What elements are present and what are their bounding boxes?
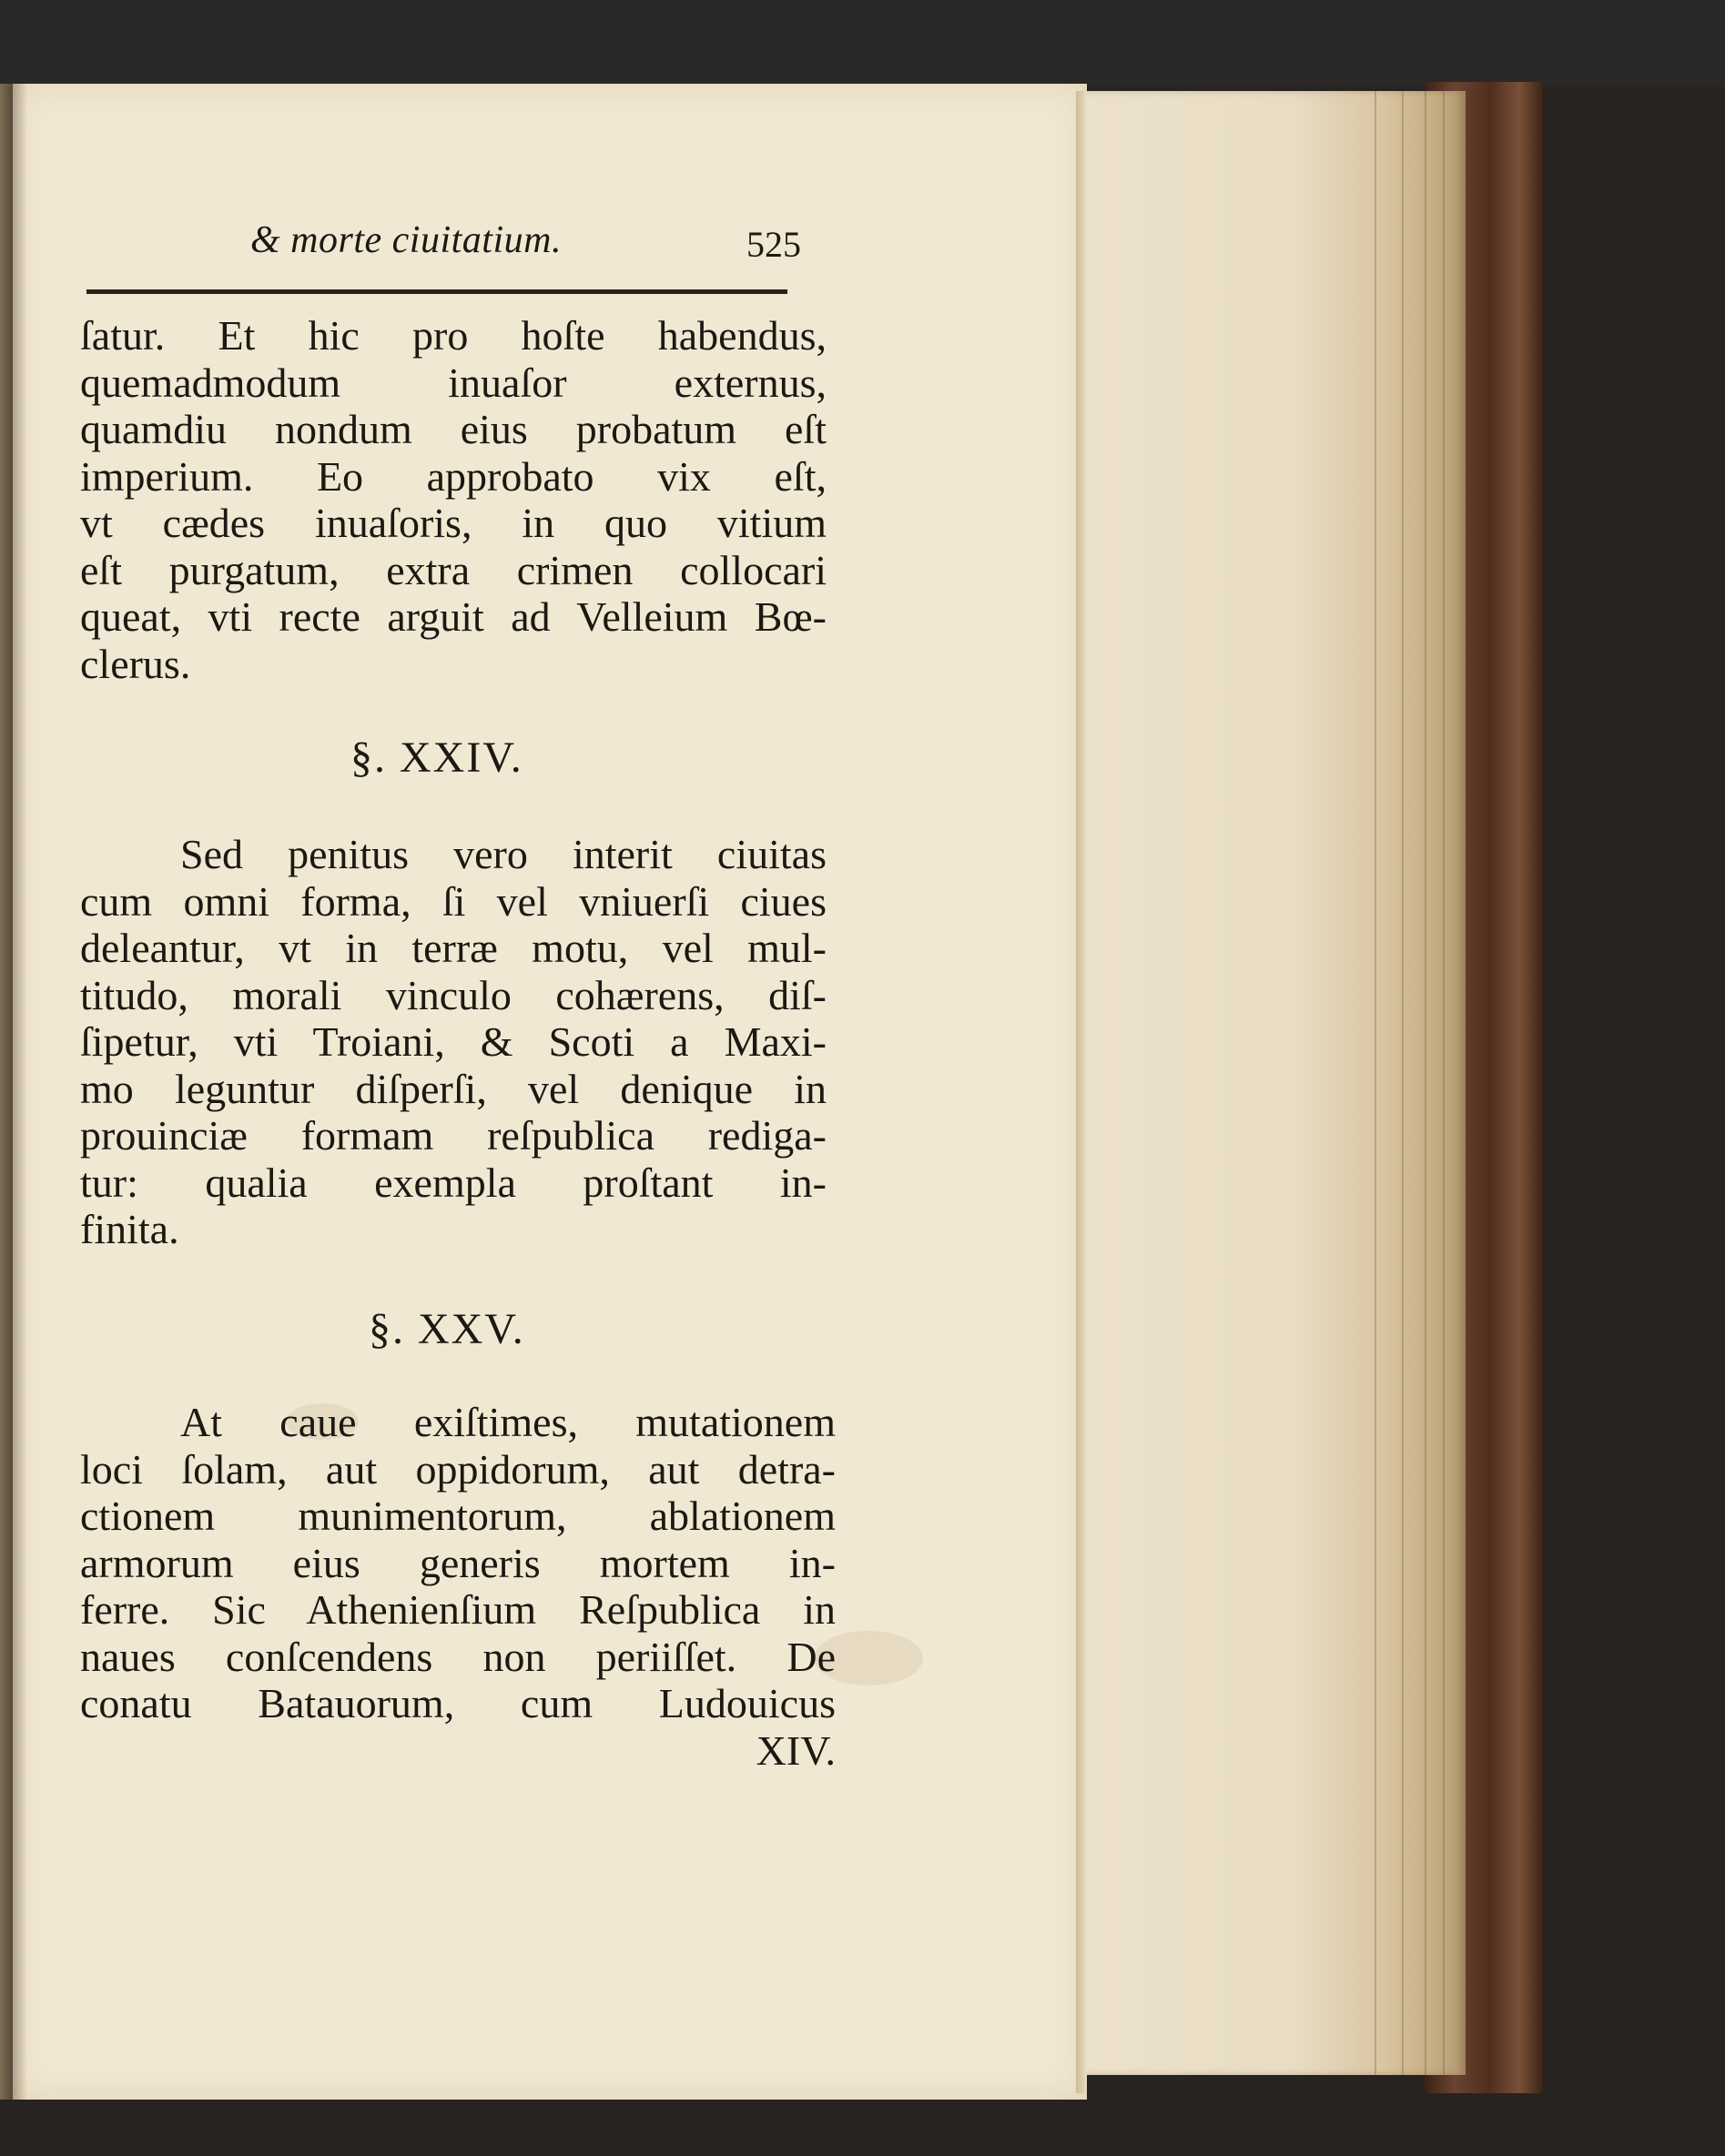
text-line: imperium. Eo approbato vix eſt, <box>80 452 827 500</box>
catchword: XIV. <box>756 1726 836 1774</box>
text-line: ſipetur, vti Troiani, & Scoti a Maxi- <box>80 1018 827 1065</box>
text-line: tur: qualia exempla proſtant in- <box>80 1159 827 1206</box>
text-line: naues conſcendens non periiſſet. De <box>80 1633 836 1680</box>
text-line: finita. <box>80 1206 179 1252</box>
running-head: & morte ciuitatium. <box>250 219 562 261</box>
text-line: mo leguntur diſperſi, vel denique in <box>80 1065 827 1112</box>
paragraph-3 <box>80 1399 836 1774</box>
text-line: titudo, morali vinculo cohærens, diſ- <box>80 971 827 1018</box>
text-line: eſt purgatum, extra crimen collocari <box>80 546 827 593</box>
text-line: ctionem munimentorum, ablationem <box>80 1493 836 1539</box>
page-edge <box>1076 91 1085 2093</box>
paragraph-2 <box>80 831 827 1253</box>
text-line: quemadmodum inuaſor externus, <box>80 359 827 406</box>
text-line: cum omni forma, ſi vel vniuerſi ciues <box>80 877 827 925</box>
text-line: loci ſolam, aut oppidorum, aut detra- <box>80 1445 836 1493</box>
page-stack <box>1083 91 1466 2075</box>
spine-shadow <box>0 84 27 2100</box>
header-rule <box>86 289 787 294</box>
text-line: quamdiu nondum eius probatum eſt <box>80 406 827 452</box>
text-line: conatu Batauorum, cum Ludouicus <box>80 1680 836 1726</box>
text-line: armorum eius generis mortem in- <box>80 1539 836 1586</box>
text-line: At caue exiſtimes, mutationem <box>180 1399 836 1445</box>
section-heading: §. XXV. <box>369 1305 525 1353</box>
text-line: prouinciæ formam reſpublica rediga- <box>80 1112 827 1159</box>
page-number: 525 <box>746 224 801 265</box>
paragraph-1 <box>80 312 827 687</box>
background-top <box>0 0 1725 86</box>
text-line: ſatur. Et hic pro hoſte habendus, <box>80 312 827 359</box>
text-line: ferre. Sic Athenienſium Reſpublica in <box>80 1586 836 1633</box>
text-line: deleantur, vt in terræ motu, vel mul- <box>80 925 827 971</box>
text-line: vt cædes inuaſoris, in quo vitium <box>80 500 827 546</box>
text-line: queat, vti recte arguit ad Velleium Bœ- <box>80 593 827 640</box>
text-line: clerus. <box>80 640 191 687</box>
text-line: Sed penitus vero interit ciuitas <box>180 831 827 877</box>
section-heading: §. XXIV. <box>350 734 523 782</box>
